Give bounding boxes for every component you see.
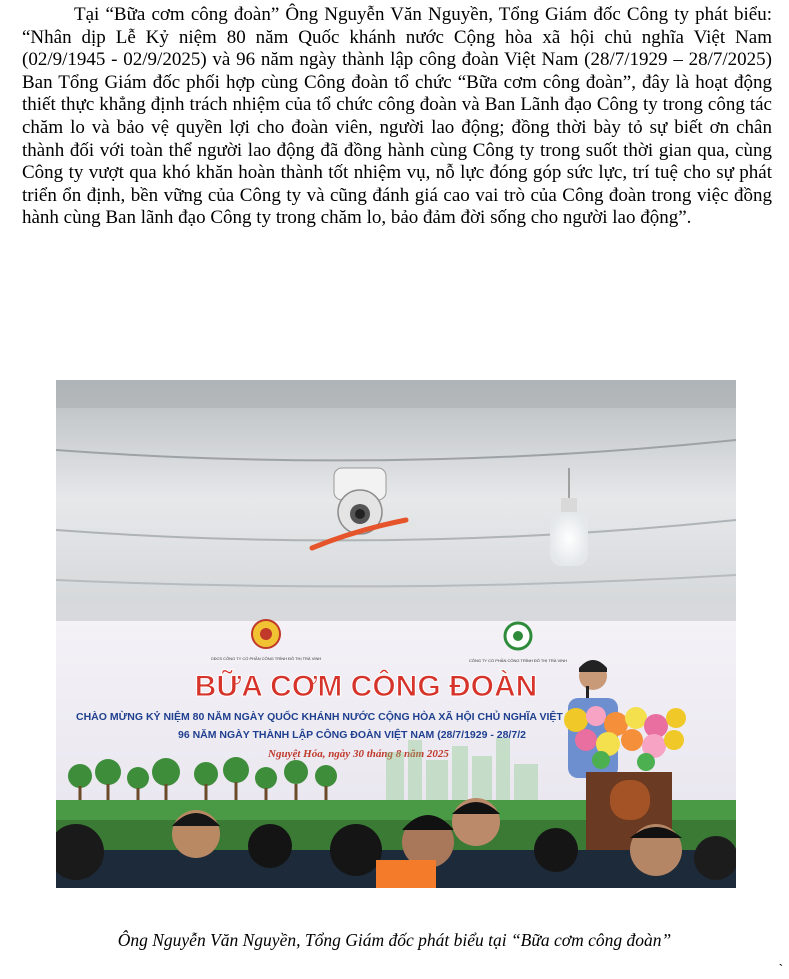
article-paragraph: Tại “Bữa cơm công đoàn” Ông Nguyễn Văn Nguyền, Tổng Giám đốc Công ty phát biểu: “Nhân dịp Lễ Kỷ niệm 80 năm Quốc khánh nước Cộng hòa xã hội chủ nghĩa Việt Nam (02/9/1945 - 02/9/2025) và 96 năm ngày thành lập công đoàn Việt Nam (28/7/1929 – 28/7/2025) Ban Tổng Giám đốc phối hợp cùng Công đoàn tổ chức “Bữa cơm công đoàn”, đây là hoạt động thiết thực khẳng định trách nhiệm của tổ chức công đoàn và Ban Lãnh đạo Công ty trong công tác chăm lo và bảo vệ quyền lợi cho đoàn viên, người lao động; đồng thời bày tỏ sự biết ơn chân thành đối với toàn thể người lao động đã đồng hành cùng Công ty trong suốt thời gian qua, cùng Công ty vượt qua khó khăn hoàn thành tốt nhiệm vụ, nỗ lực đóng góp sức lực, trí tuệ cho sự phát triển ổn định, bền vững của Công ty và cũng đánh giá cao vai trò của Công đoàn trong việc đồng hành cùng Ban lãnh đạo Công ty trong chăm lo, bảo đảm đời sống cho người lao động”. — [22, 4, 772, 229]
svg-text:CÔNG TY CỔ PHẦN CÔNG TRÌNH ĐÔ: CÔNG TY CỔ PHẦN CÔNG TRÌNH ĐÔ THỊ TRÀ VINH — [468, 658, 568, 663]
banner-date: Nguyệt Hóa, ngày 30 tháng 8 năm 2025 — [268, 748, 449, 760]
photo-caption: Ông Nguyễn Văn Nguyền, Tổng Giám đốc phát biểu tại “Bữa cơm công đoàn” — [117, 930, 672, 950]
banner-title: BỮA CƠM CÔNG ĐOÀN — [194, 670, 538, 703]
svg-text:CĐCS CÔNG TY CỔ PHẦN CÔNG TRÌN: CĐCS CÔNG TY CỔ PHẦN CÔNG TRÌNH ĐÔ THỊ TRÀ VINH — [210, 656, 322, 661]
banner-line-2: 96 NĂM NGÀY THÀNH LẬP CÔNG ĐOÀN VIỆT NAM (28/7/1929 - 28/7/2 — [178, 729, 526, 741]
event-photo — [56, 380, 736, 888]
banner-line-1: CHÀO MỪNG KỶ NIỆM 80 NĂM NGÀY QUỐC KHÁNH NƯỚC CỘNG HÒA XÃ HỘI CHỦ NGHĨA VIỆT — [76, 711, 563, 723]
